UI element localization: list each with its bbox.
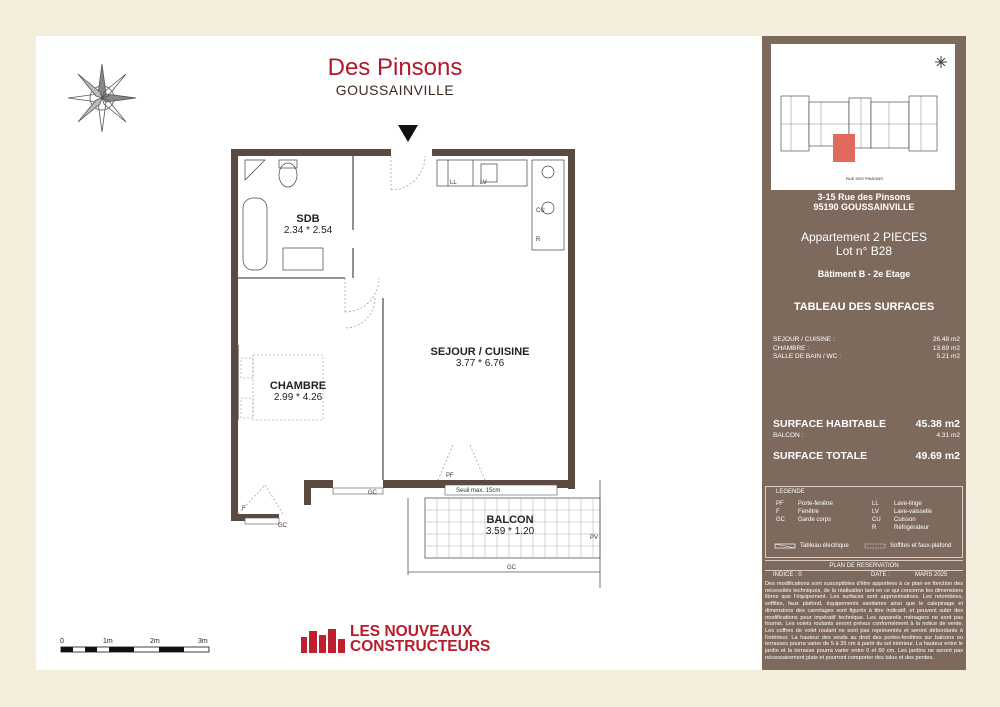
date-value: MARS 2025 (915, 572, 948, 578)
surface-label: SALLE DE BAIN / WC : (773, 353, 841, 360)
project-title: Des Pinsons (327, 54, 463, 81)
legend-code: LV (872, 509, 879, 515)
legend-code: GC (776, 517, 785, 523)
legend-code: CU (872, 517, 881, 523)
label-seuil: Seuil max. 15cm (456, 488, 501, 494)
scale-bar (60, 646, 210, 654)
surface-habitable (773, 418, 960, 430)
legend-text: Porte-fenêtre (798, 501, 834, 507)
habitable-label: SURFACE HABITABLE (773, 418, 886, 430)
label-ll: LL (450, 180, 457, 186)
surface-totale (773, 450, 960, 462)
scale-0: 0 (60, 638, 64, 645)
label-r: R (536, 237, 541, 243)
brand-line1: LES NOUVEAUX (350, 623, 473, 640)
scale-3: 3m (198, 638, 208, 645)
plan-reservation: PLAN DE RESERVATION (765, 560, 963, 571)
legend-code: LL (872, 501, 879, 507)
surface-balcon (773, 432, 960, 439)
label-lv: LV (480, 180, 487, 186)
soffit-hatch-icon (864, 543, 886, 549)
room-sejour (420, 347, 540, 369)
indice: INDICE : 0 (773, 572, 802, 578)
totale-label: SURFACE TOTALE (773, 450, 868, 462)
label-cu: CU (536, 208, 545, 214)
electric-panel-icon (774, 543, 796, 549)
legend-text: Réfrigérateur (894, 525, 930, 531)
surfaces-title: TABLEAU DES SURFACES (793, 301, 935, 313)
compass-rose-icon (66, 62, 138, 134)
surface-label: CHAMBRE : (773, 344, 810, 352)
label-gc-2: GC (278, 523, 287, 529)
label-f: F (242, 506, 246, 512)
brand-name (350, 624, 490, 654)
surface-row (773, 336, 960, 345)
surface-value: 13.69 m2 (932, 344, 960, 352)
legend-electric: Tableau électrique (800, 543, 849, 549)
room-sdb (268, 214, 348, 236)
mini-compass-icon (935, 56, 947, 68)
room-chambre-dims: 2.99 * 4.26 (273, 392, 323, 403)
scale-1: 1m (103, 638, 113, 645)
balcon-label: BALCON : (773, 432, 804, 439)
balcon-value: 4.31 m2 (936, 432, 960, 439)
surface-value: 5.21 m2 (936, 353, 960, 360)
room-chambre (258, 381, 338, 403)
legend-text: Garde corps (798, 517, 832, 523)
building-floor: Bâtiment B - 2e Etage (817, 269, 911, 279)
address (764, 192, 964, 212)
room-balcon-name: BALCON (486, 514, 534, 526)
apartment-type: Appartement 2 PIECES (800, 230, 928, 244)
room-balcon (470, 515, 550, 537)
legend-box (765, 486, 963, 558)
legend-text: Cuisson (894, 517, 916, 523)
surface-label: SEJOUR / CUISINE : (773, 336, 835, 343)
legend-code: PF (776, 501, 784, 507)
legend-code: F (776, 509, 780, 515)
project-city: GOUSSAINVILLE (335, 82, 455, 98)
surface-value: 26.48 m2 (932, 336, 960, 343)
legend-soffites: Soffites et faux-plafond (890, 543, 952, 549)
apartment-info (764, 230, 964, 258)
room-sdb-dims: 2.34 * 2.54 (283, 225, 333, 236)
disclaimer: Des modifications sont susceptibles d'être apportées à ce plan en fonction des nécessités techniques, de la réalisation tant en ce qui concerne les dimensions libres que l'équipement. Les surfaces sont approximatives. Les retombées, soffites, faux plafond, équipements sanitaires ainsi que le calepinage et dimensions des carrelages sont figurés à titre indicatif, et peuvent subir des modifications pour impératif technique. Les appareils ménagers ne sont pas fournis. Les volets roulants seront prévus conformément à la notice de vente. Les coffres de volet roulant ne sont pas représentés et seront débordants à l'intérieur. La hauteur des seuils au droit des portes-fenêtres sur balcons ou terrasses pourra varier de 5 à 35 cm à partir du sol intérieur. La hauteur entre le jardin et la terrasse pourra varier entre 0 et 60 cm. Les jardins ne seront pas nécessairement plats et pourront comporter des talus et des pentes. (765, 581, 963, 661)
legend-text: Fenêtre (798, 509, 819, 515)
floor-plan (225, 120, 610, 590)
habitable-value: 45.38 m2 (915, 418, 960, 430)
surface-row (773, 345, 960, 354)
brand-line2: CONSTRUCTEURS (350, 638, 491, 655)
lot-number: Lot n° B28 (835, 244, 893, 258)
entrance-arrow-icon (398, 125, 418, 142)
surfaces-list (773, 336, 960, 362)
legend-text: Lave-linge (894, 501, 922, 507)
index-date-row (765, 571, 963, 581)
scale-2: 2m (150, 638, 160, 645)
legend-text: Lave-vaisselle (894, 509, 933, 515)
address-line1: 3-15 Rue des Pinsons (817, 192, 911, 202)
brand-logo-icon (299, 627, 347, 655)
room-sdb-name: SDB (296, 213, 320, 225)
legend-code: R (872, 525, 877, 531)
label-gc-3: GC (507, 565, 516, 571)
legend-title: LEGENDE (776, 489, 805, 495)
thumb-caption: RUE DES PINSONS (846, 176, 883, 181)
room-sejour-name: SEJOUR / CUISINE (430, 346, 530, 358)
apartment-highlight (833, 134, 855, 162)
room-chambre-name: CHAMBRE (269, 380, 327, 392)
totale-value: 49.69 m2 (915, 450, 960, 462)
room-sejour-dims: 3.77 * 6.76 (455, 358, 505, 369)
address-line2: 95190 GOUSSAINVILLE (813, 202, 915, 212)
date-label: DATE : (871, 572, 890, 578)
label-gc-1: GC (368, 490, 377, 496)
label-pf: PF (446, 473, 454, 479)
location-thumbnail (771, 44, 955, 190)
label-pv: PV (590, 535, 599, 541)
surface-row (773, 353, 960, 362)
room-balcon-dims: 3.59 * 1.20 (485, 526, 535, 537)
